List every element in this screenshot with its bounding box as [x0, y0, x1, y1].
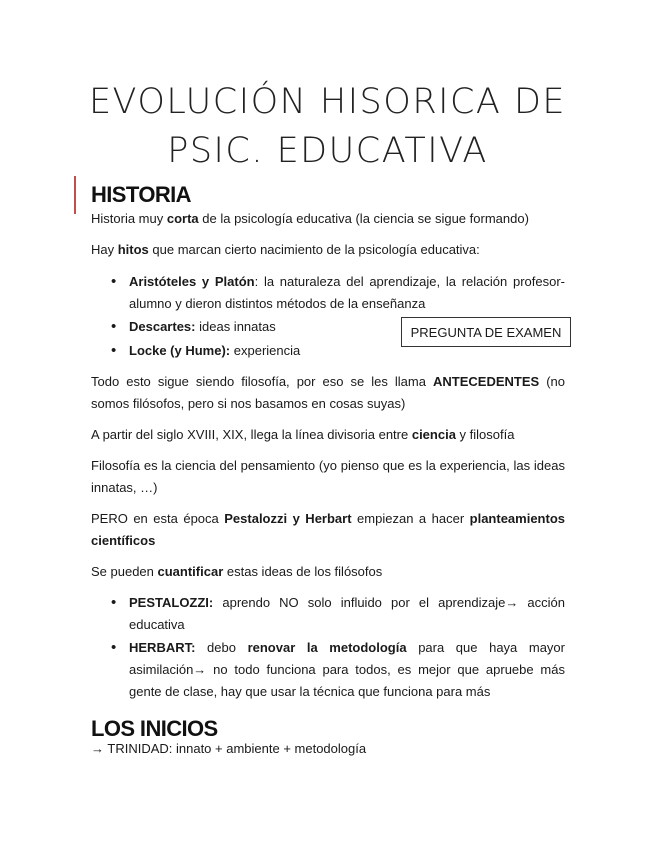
document-title-line-2: PSIC. EDUCATIVA	[167, 131, 488, 171]
paragraph-historia-corta: Historia muy corta de la psicología educativa (la ciencia se sigue formando)	[91, 211, 529, 226]
bullet-dot: •	[111, 639, 117, 656]
list-item-pestalozzi: PESTALOZZI: aprendo NO solo influido por el aprendizaje→ acción educativa	[129, 595, 565, 632]
list-item-descartes: Descartes: ideas innatas	[129, 319, 276, 334]
bullet-dot: •	[111, 318, 117, 335]
paragraph-pestalozzi-herbart: PERO en esta época Pestalozzi y Herbart empiezan a hacer planteamientos científicos	[91, 511, 565, 548]
section-accent-bar	[74, 176, 76, 214]
paragraph-antecedentes: Todo esto sigue siendo filosofía, por eso se les llama ANTECEDENTES (no somos filósofos, pero si nos basamos en cosas suyas)	[91, 374, 566, 411]
paragraph-linea-divisoria: A partir del siglo XVIII, XIX, llega la línea divisoria entre ciencia y filosofía	[91, 427, 515, 442]
section-heading-los-inicios: LOS INICIOS	[91, 716, 218, 741]
section-heading-historia: HISTORIA	[91, 182, 191, 207]
list-item-locke-hume: Locke (y Hume): experiencia	[129, 343, 301, 358]
paragraph-cuantificar: Se pueden cuantificar estas ideas de los filósofos	[91, 564, 383, 579]
bullet-dot: •	[111, 594, 117, 611]
list-item-aristoteles-platon: Aristóteles y Platón: la naturaleza del aprendizaje, la relación profesor-alumno y dieron distintos métodos de la enseñanza	[129, 274, 565, 311]
paragraph-filosofia-ciencia: Filosofía es la ciencia del pensamiento (yo pienso que es la experiencia, las ideas innatas, …)	[91, 458, 565, 495]
exam-question-box: PREGUNTA DE EXAMEN	[401, 317, 571, 347]
paragraph-trinidad: → TRINIDAD: innato + ambiente + metodología	[91, 741, 367, 756]
document-title-line-1: EVOLUCIÓN HISORICA DE	[88, 82, 567, 122]
bullet-dot: •	[111, 342, 117, 359]
bullet-dot: •	[111, 273, 117, 290]
paragraph-hitos: Hay hitos que marcan cierto nacimiento de la psicología educativa:	[91, 242, 480, 257]
list-item-herbart: HERBART: debo renovar la metodología para que haya mayor asimilación→ no todo funciona para todos, es mejor que apruebe más gente de clase, hay que usar la técnica que funciona para más	[129, 640, 565, 699]
